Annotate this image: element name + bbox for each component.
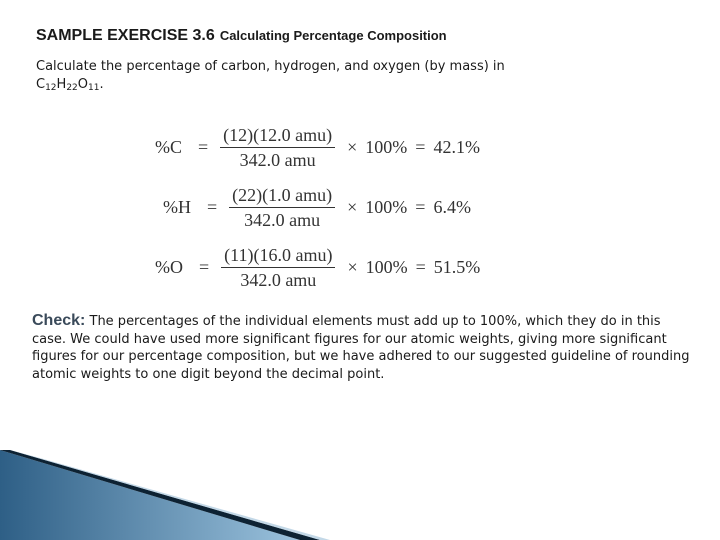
equation-label: %C — [155, 137, 182, 157]
formula-subscript-h: 22 — [66, 83, 78, 93]
check-label: Check: — [32, 312, 86, 329]
equals-sign: = — [198, 137, 209, 157]
problem-statement — [36, 58, 596, 97]
factor-value: 100% — [365, 137, 408, 157]
formula-period: . — [99, 77, 104, 92]
fraction-numerator: (11)(16.0 amu) — [221, 244, 335, 268]
formula-subscript-o: 11 — [88, 83, 100, 93]
equals-sign: = — [415, 137, 426, 157]
exercise-subtitle: Calculating Percentage Composition — [219, 28, 447, 43]
equation-label: %H — [163, 197, 191, 217]
equation-carbon — [155, 124, 480, 171]
slide-decoration — [0, 450, 720, 540]
fraction — [229, 184, 335, 231]
problem-text: Calculate the percentage of carbon, hydrogen, and oxygen (by mass) in — [36, 59, 505, 74]
times-sign: × — [347, 197, 358, 217]
times-sign: × — [347, 137, 358, 157]
formula-element-h: H — [56, 77, 67, 92]
formula-element-o: O — [77, 77, 88, 92]
formula-element-c: C — [36, 77, 46, 92]
fraction-denominator: 342.0 amu — [244, 210, 321, 230]
equation-oxygen — [155, 244, 480, 291]
fraction — [220, 124, 335, 171]
molecular-formula — [36, 77, 104, 92]
equals-sign: = — [415, 197, 426, 217]
fraction-denominator: 342.0 amu — [239, 150, 316, 170]
fraction — [221, 244, 335, 291]
result-value: 51.5% — [433, 257, 481, 277]
equation-hydrogen — [163, 184, 471, 231]
fraction-numerator: (12)(12.0 amu) — [220, 124, 335, 148]
times-sign: × — [347, 257, 358, 277]
equals-sign: = — [415, 257, 426, 277]
equation-label: %O — [155, 257, 183, 277]
fraction-numerator: (22)(1.0 amu) — [229, 184, 335, 208]
result-value: 6.4% — [433, 197, 471, 217]
formula-subscript-c: 12 — [45, 83, 57, 93]
result-value: 42.1% — [433, 137, 480, 157]
check-paragraph — [32, 312, 692, 383]
equals-sign: = — [207, 197, 218, 217]
exercise-number: SAMPLE EXERCISE 3.6 — [36, 27, 215, 44]
check-text: The percentages of the individual elements must add up to 100%, which they do in this case. We could have used more significant figures for our atomic weights, giving more significant figures for our percentage composition, but we have adhered to our suggested guideline of rounding atomic weights to one digit beyond the decimal point. — [32, 314, 690, 382]
exercise-title — [36, 25, 447, 45]
factor-value: 100% — [365, 197, 408, 217]
equals-sign: = — [199, 257, 210, 277]
fraction-denominator: 342.0 amu — [240, 270, 317, 290]
factor-value: 100% — [365, 257, 408, 277]
